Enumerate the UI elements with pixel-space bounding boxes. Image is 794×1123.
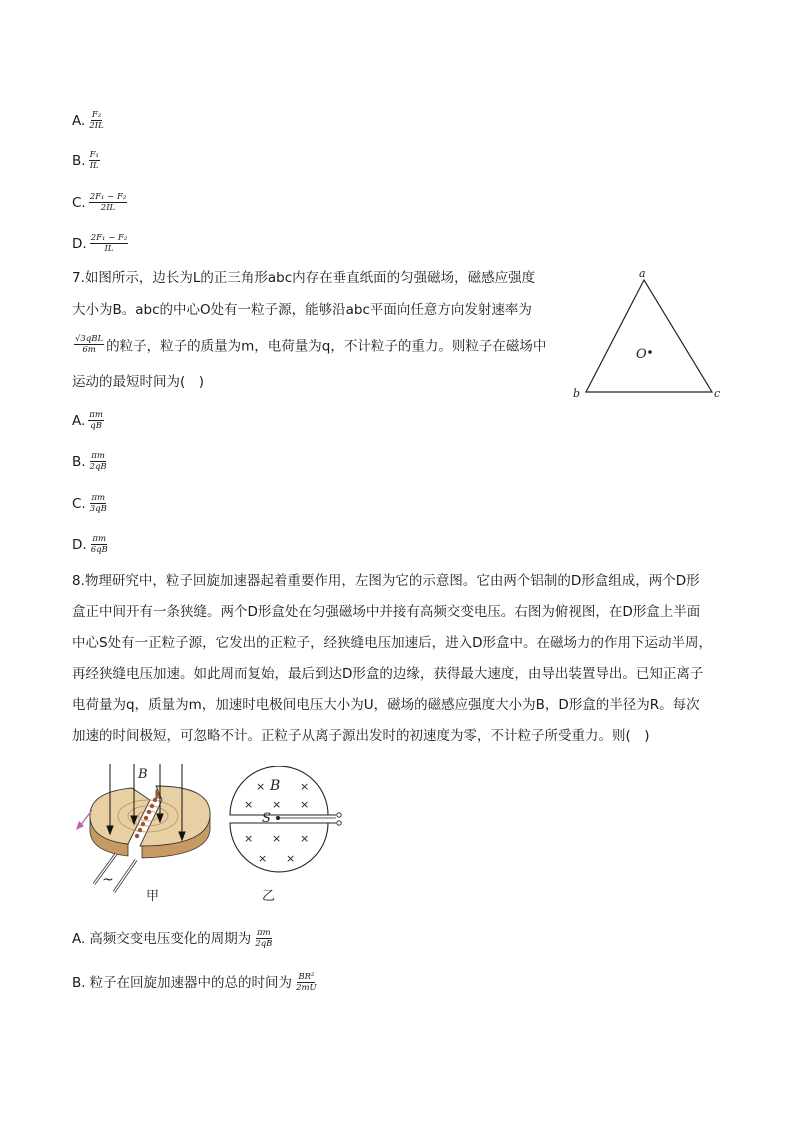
option-label: D. (72, 536, 87, 553)
q6-option-a[interactable] (72, 110, 105, 131)
q6-option-b[interactable] (72, 150, 100, 171)
vertex-label-c: c (714, 387, 721, 400)
q6-option-d[interactable] (72, 233, 128, 254)
lower-d-box (230, 823, 328, 872)
option-fraction: $\frac{\pi m}{3qB}$ (89, 493, 107, 514)
q8-option-b[interactable] (72, 972, 318, 993)
q7-option-a[interactable] (72, 410, 104, 431)
source-label-s: S (262, 811, 271, 826)
cross-mark: × (272, 832, 282, 845)
vertex-label-b: b (573, 387, 581, 400)
option-text: 高频交变电压变化的周期为 (89, 930, 252, 947)
option-fraction: $\frac{\pi m}{2qB}$ (255, 928, 273, 949)
terminal (337, 813, 341, 817)
q8-stem-line-2: 盒正中间开有一条狭缝。两个D形盒处在匀强磁场中并接有高频交变电压。右图为俯视图，在D形盒上半面 (72, 604, 701, 620)
cross-mark: × (300, 780, 310, 793)
ac-symbol: ~ (102, 872, 114, 888)
field-label-b: B (138, 767, 148, 782)
option-label: A. (72, 412, 86, 429)
option-label: A. (72, 112, 86, 129)
q8-option-a[interactable] (72, 928, 273, 949)
q8-stem-line-5: 电荷量为q，质量为m，加速时电极间电压大小为U，磁场的磁感应强度大小为B，D形盒的半径为R。每次 (72, 697, 700, 713)
cyclotron-perspective-figure (70, 760, 220, 908)
q7-stem-line-1: 7.如图所示，边长为L的正三角形abc内存在垂直纸面的匀强磁场，磁感应强度 (72, 270, 536, 286)
speed-fraction: $\frac{\text{√3qBL}}{6m}$ (75, 334, 104, 355)
q6-option-c[interactable] (72, 192, 127, 213)
option-fraction: $\frac{\pi m}{6qB}$ (90, 534, 108, 555)
option-fraction: $\frac{\text{2F₁ − F₂}}{IL}$ (90, 233, 128, 254)
option-label: C. (72, 495, 86, 512)
equilateral-triangle (586, 280, 712, 392)
terminal (337, 821, 341, 825)
option-label: C. (72, 194, 86, 211)
option-label: A. (72, 930, 86, 947)
vertex-label-a: a (639, 267, 646, 280)
cross-mark: × (244, 798, 254, 811)
option-fraction: $\frac{\text{BR²}}{2mU}$ (296, 972, 317, 993)
center-dot (648, 350, 652, 354)
cross-mark: × (244, 832, 254, 845)
q7-stem-line-4: 运动的最短时间为( ) (72, 374, 205, 390)
cross-mark: × (258, 852, 268, 865)
caption-right: 乙 (262, 889, 276, 904)
caption-left: 甲 (146, 889, 160, 904)
cross-mark: × (286, 852, 296, 865)
q8-stem-line-3: 中心S处有一正粒子源，它发出的正粒子，经狭缝电压加速后，进入D形盒中。在磁场力的作用下运动半周， (72, 635, 712, 651)
option-label: B. (72, 974, 86, 991)
option-label: B. (72, 453, 86, 470)
q8-stem-line-4: 再经狭缝电压加速。如此周而复始，最后到达D形盒的边缘，获得最大速度，由导出装置导出。已知正离子 (72, 666, 704, 682)
q7-stem-line-2: 大小为B。abc的中心O处有一粒子源，能够沿abc平面向任意方向发射速率为 (72, 302, 532, 318)
option-text: 粒子在回旋加速器中的总的时间为 (89, 974, 293, 991)
center-label-o: O (636, 347, 647, 362)
source-dot (276, 816, 280, 820)
cross-mark: × (256, 780, 266, 793)
option-fraction: $\frac{\text{2F₁ − F₂}}{2IL}$ (89, 192, 127, 213)
q8-stem-line-6: 加速的时间极短，可忽略不计。正粒子从离子源出发时的初速度为零，不计粒子所受重力。则( ) (72, 728, 650, 744)
option-label: D. (72, 235, 87, 252)
cross-mark: × (300, 832, 310, 845)
option-label: B. (72, 152, 86, 169)
cross-mark: × (272, 798, 282, 811)
option-fraction: $\frac{\text{F₁}}{IL}$ (89, 150, 99, 171)
field-label-b: B (270, 778, 281, 794)
q7-option-c[interactable] (72, 493, 108, 514)
cyclotron-top-view-figure (222, 766, 352, 908)
option-fraction: $\frac{\pi m}{qB}$ (89, 410, 103, 431)
q8-stem-line-1: 8.物理研究中，粒子回旋加速器起着重要作用，左图为它的示意图。它由两个铝制的D形盒组成，两个D形 (72, 573, 700, 589)
option-fraction: $\frac{\pi m}{2qB}$ (89, 451, 107, 472)
q7-option-d[interactable] (72, 534, 109, 555)
cross-mark: × (300, 798, 310, 811)
q7-stem-line-3: $\frac{\text{√3qBL}}{6m}$ 的粒子，粒子的质量为m，电荷量为q，不计粒子的重力。则粒子在磁场中 (75, 334, 547, 355)
q7-option-b[interactable] (72, 451, 108, 472)
option-fraction: $\frac{\text{F₂}}{2IL}$ (89, 110, 104, 131)
triangle-figure (568, 266, 728, 406)
